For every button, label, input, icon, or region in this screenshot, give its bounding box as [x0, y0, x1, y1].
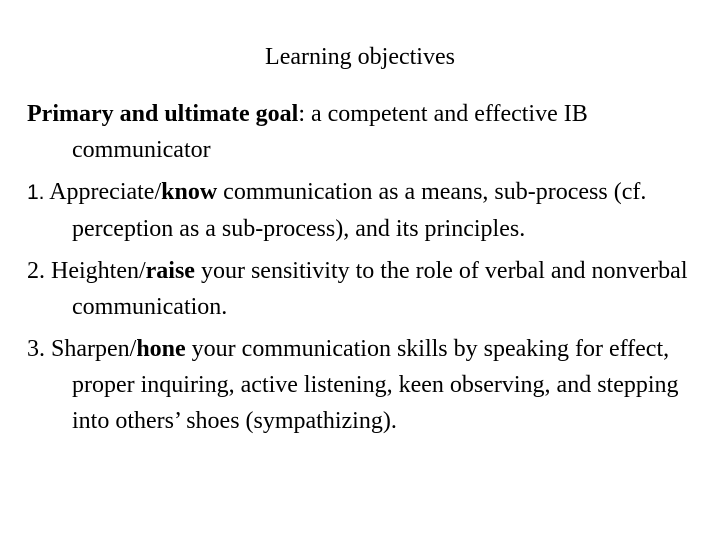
- primary-goal: [27, 96, 707, 168]
- objective-number: 1.: [27, 181, 45, 204]
- objective-lead: Heighten/: [45, 258, 146, 284]
- objective-1: [27, 174, 707, 247]
- objective-2: [27, 253, 707, 325]
- slide-title: Learning objectives: [265, 44, 455, 70]
- objective-lead: Appreciate/: [44, 179, 162, 205]
- goal-text: : a competent and effective IB communicator: [72, 101, 588, 163]
- goal-label: Primary and ultimate goal: [27, 101, 299, 127]
- objective-number: 2.: [27, 258, 45, 284]
- objective-3: [27, 331, 707, 439]
- objective-emphasis: hone: [136, 336, 186, 362]
- objective-rest: communication as a means, sub-process (cf. perception as a sub-process), and its principles.: [72, 179, 647, 242]
- objective-number: 3.: [27, 336, 45, 362]
- objective-emphasis: know: [161, 179, 218, 205]
- objective-rest: your communication skills by speaking for effect, proper inquiring, active listening, keen observing, and stepping into others’ shoes (sympathizing).: [72, 336, 679, 434]
- objective-rest: your sensitivity to the role of verbal and nonverbal communication.: [72, 258, 688, 320]
- objective-emphasis: raise: [145, 258, 195, 284]
- slide-body: [27, 96, 707, 439]
- objective-lead: Sharpen/: [45, 336, 137, 362]
